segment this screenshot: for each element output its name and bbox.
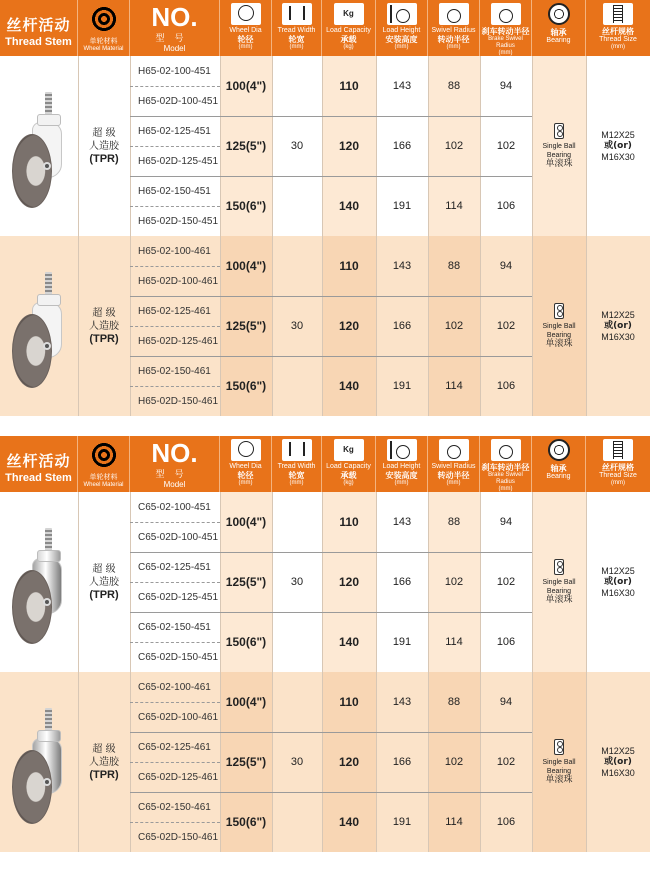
header-wheel-material-cn: 单轮材料 (89, 37, 118, 45)
model-number: H65-02-100-451 (138, 65, 211, 77)
caster-image (12, 272, 72, 392)
model-number: C65-02D-150-451 (138, 651, 219, 663)
model-number: C65-02D-150-461 (138, 831, 219, 843)
header-model (130, 436, 220, 492)
header-model-en: Model (163, 480, 186, 489)
model-number: C65-02-150-451 (138, 621, 211, 633)
brake-swivel-radius: 106 (496, 816, 516, 828)
header-thread-size: 丝杆规格 Thread Size (mm) (586, 0, 650, 56)
load-height: 143 (392, 696, 412, 708)
wheel-material: 超 级 人造胶 (TPR) (89, 743, 119, 781)
wheel-diameter: 125(5") (225, 575, 267, 589)
model-number: C65-02-100-461 (138, 681, 211, 693)
header-title-en: Thread Stem (5, 472, 72, 484)
tread-width-icon (282, 439, 312, 461)
load-height: 191 (392, 816, 412, 828)
thread-size: M12X25 或(or) M16X30 (601, 309, 635, 342)
thread-bolt-icon (603, 3, 633, 25)
wheel-diameter: 100(4") (225, 259, 267, 273)
model-number: H65-02D-100-451 (138, 95, 219, 107)
swivel-radius: 88 (447, 80, 461, 92)
load-capacity: 140 (338, 379, 360, 393)
tread-width: 30 (290, 140, 304, 152)
ball-bearing-icon (554, 303, 564, 319)
brake-swivel-radius: 106 (496, 380, 516, 392)
model-number: C65-02-125-451 (138, 561, 211, 573)
table-header (0, 436, 650, 492)
brake-radius-icon (491, 439, 521, 461)
brake-swivel-radius: 94 (499, 696, 513, 708)
swivel-radius-icon (439, 439, 469, 461)
swivel-radius: 114 (445, 816, 463, 828)
wheel-material: 超 级 人造胶 (TPR) (89, 307, 119, 345)
header-load-height: Load Height 安装高度 (mm) (376, 0, 428, 56)
tread-width-icon (282, 3, 312, 25)
wheel-diameter: 125(5") (225, 139, 267, 153)
model-number: C65-02D-125-461 (138, 771, 219, 783)
brake-swivel-radius: 102 (496, 320, 516, 332)
brake-swivel-radius: 106 (496, 200, 516, 212)
thread-size: M12X25 或(or) M16X30 (601, 129, 635, 162)
model-number: H65-02D-125-461 (138, 335, 219, 347)
wheel-diameter: 150(6") (225, 635, 267, 649)
ball-bearing-icon (554, 123, 564, 139)
header-model (130, 0, 220, 56)
wheel-diameter: 100(4") (225, 79, 267, 93)
load-capacity: 140 (338, 815, 360, 829)
bearing-type: Single Ball Bearing 单滚珠 (532, 492, 586, 672)
header-wheel-material-en: Wheel Material (83, 482, 124, 488)
header-wheel-dia: Wheel Dia 轮径 (mm) (220, 0, 272, 56)
header-title-en: Thread Stem (5, 36, 72, 48)
caster-image (12, 92, 72, 212)
tread-width: 30 (290, 576, 304, 588)
header-title (0, 0, 78, 56)
brake-swivel-radius: 102 (496, 576, 516, 588)
swivel-radius: 102 (444, 140, 464, 152)
header-swivel-radius: Swivel Radius 转动半径 (mm) (428, 0, 480, 56)
load-capacity: 120 (338, 575, 360, 589)
ball-bearing-icon (554, 559, 564, 575)
header-wheel-material-cn: 单轮材料 (89, 473, 118, 481)
model-number: H65-02-150-461 (138, 365, 211, 377)
wheel-diameter: 125(5") (225, 319, 267, 333)
wheel-diameter: 100(4") (225, 515, 267, 529)
target-wheel-icon (89, 440, 119, 470)
load-height-icon (387, 439, 417, 461)
header-bearing: 轴承 Bearing (532, 0, 586, 56)
header-wheel-material (78, 0, 130, 56)
tread-width: 30 (290, 320, 304, 332)
swivel-radius-icon (439, 3, 469, 25)
thread-stem-icon (45, 528, 52, 552)
model-number: H65-02-100-461 (138, 245, 211, 257)
caster-group (0, 236, 650, 416)
swivel-radius: 102 (444, 756, 464, 768)
load-capacity: 140 (338, 635, 360, 649)
target-wheel-icon (89, 4, 119, 34)
header-brake-radius: 刹车转动半径 Brake Swivel Radius (mm) (480, 0, 532, 56)
model-number: C65-02-125-461 (138, 741, 211, 753)
load-height: 191 (392, 636, 412, 648)
model-number: C65-02D-125-451 (138, 591, 219, 603)
load-capacity: 110 (339, 259, 359, 273)
load-height: 143 (392, 260, 412, 272)
header-tread-width: Tread Width 轮宽 (mm) (272, 436, 322, 492)
thread-bolt-icon (603, 439, 633, 461)
brake-radius-icon (491, 3, 521, 25)
bearing-type: Single Ball Bearing 单滚珠 (532, 672, 586, 852)
load-height: 143 (392, 516, 412, 528)
bearing-type: Single Ball Bearing 单滚珠 (532, 56, 586, 236)
bearing-icon (544, 3, 574, 25)
header-bearing: 轴承 Bearing (532, 436, 586, 492)
header-wheel-material-en: Wheel Material (83, 46, 124, 52)
thread-size: M12X25 或(or) M16X30 (601, 565, 635, 598)
wheel-diameter: 125(5") (225, 755, 267, 769)
load-weight-icon: Kg (334, 439, 364, 461)
model-number: C65-02-150-461 (138, 801, 211, 813)
model-number: H65-02-125-451 (138, 125, 211, 137)
load-height: 191 (392, 200, 412, 212)
brake-swivel-radius: 106 (496, 636, 516, 648)
model-number: C65-02-100-451 (138, 501, 211, 513)
header-wheel-material (78, 436, 130, 492)
wheel-diameter-icon (231, 3, 261, 25)
brake-swivel-radius: 102 (496, 140, 516, 152)
caster-group (0, 492, 650, 672)
header-tread-width: Tread Width 轮宽 (mm) (272, 0, 322, 56)
header-title (0, 436, 78, 492)
model-number: H65-02D-150-451 (138, 215, 219, 227)
table-header (0, 0, 650, 56)
swivel-radius: 114 (445, 636, 463, 648)
header-thread-size: 丝杆规格 Thread Size (mm) (586, 436, 650, 492)
caster-image (12, 528, 72, 648)
swivel-radius: 114 (445, 380, 463, 392)
swivel-radius: 88 (447, 516, 461, 528)
caster-group (0, 672, 650, 852)
thread-stem-icon (45, 272, 52, 296)
wheel-material: 超 级 人造胶 (TPR) (89, 127, 119, 165)
model-number: H65-02D-100-461 (138, 275, 219, 287)
header-wheel-dia: Wheel Dia 轮径 (mm) (220, 436, 272, 492)
wheel-diameter: 150(6") (225, 379, 267, 393)
tread-width: 30 (290, 756, 304, 768)
header-title-cn: 丝杆活动 (6, 16, 71, 34)
wheel-diameter: 100(4") (225, 695, 267, 709)
load-capacity: 140 (338, 199, 360, 213)
header-model-en: Model (163, 44, 186, 53)
header-model-big: NO. (151, 438, 198, 468)
header-model-cn: 型号 (155, 470, 194, 480)
header-brake-radius: 刹车转动半径 Brake Swivel Radius (mm) (480, 436, 532, 492)
thread-size: M12X25 或(or) M16X30 (601, 745, 635, 778)
header-model-cn: 型号 (155, 34, 194, 44)
load-capacity: 120 (338, 755, 360, 769)
brake-swivel-radius: 94 (499, 260, 513, 272)
wheel-diameter: 150(6") (225, 815, 267, 829)
caster-group (0, 56, 650, 236)
swivel-radius: 102 (444, 320, 464, 332)
load-height-icon (387, 3, 417, 25)
model-number: C65-02D-100-461 (138, 711, 219, 723)
load-capacity: 120 (338, 319, 360, 333)
model-number: H65-02D-125-451 (138, 155, 219, 167)
header-load-capacity: Kg Load Capacity 承载 (kg) (322, 436, 376, 492)
header-load-height: Load Height 安装高度 (mm) (376, 436, 428, 492)
model-number: H65-02-150-451 (138, 185, 211, 197)
swivel-radius: 88 (447, 696, 461, 708)
thread-stem-icon (45, 708, 52, 732)
bearing-icon (544, 439, 574, 461)
header-swivel-radius: Swivel Radius 转动半径 (mm) (428, 436, 480, 492)
load-capacity: 110 (339, 79, 359, 93)
brake-swivel-radius: 102 (496, 756, 516, 768)
model-number: C65-02D-100-451 (138, 531, 219, 543)
caster-image (12, 708, 72, 828)
header-title-cn: 丝杆活动 (6, 452, 71, 470)
load-height: 166 (392, 140, 412, 152)
swivel-radius: 114 (445, 200, 463, 212)
wheel-material: 超 级 人造胶 (TPR) (89, 563, 119, 601)
model-number: H65-02D-150-461 (138, 395, 219, 407)
load-height: 166 (392, 576, 412, 588)
bearing-type: Single Ball Bearing 单滚珠 (532, 236, 586, 416)
load-capacity: 110 (339, 515, 359, 529)
load-capacity: 120 (338, 139, 360, 153)
caster-table (0, 0, 650, 416)
load-height: 191 (392, 380, 412, 392)
load-height: 143 (392, 80, 412, 92)
ball-bearing-icon (554, 739, 564, 755)
model-number: H65-02-125-461 (138, 305, 211, 317)
swivel-radius: 102 (444, 576, 464, 588)
wheel-diameter: 150(6") (225, 199, 267, 213)
load-weight-icon: Kg (334, 3, 364, 25)
brake-swivel-radius: 94 (499, 516, 513, 528)
thread-stem-icon (45, 92, 52, 116)
brake-swivel-radius: 94 (499, 80, 513, 92)
header-model-big: NO. (151, 2, 198, 32)
header-load-capacity: Kg Load Capacity 承载 (kg) (322, 0, 376, 56)
swivel-radius: 88 (447, 260, 461, 272)
wheel-diameter-icon (231, 439, 261, 461)
load-capacity: 110 (339, 695, 359, 709)
caster-table (0, 436, 650, 852)
load-height: 166 (392, 320, 412, 332)
load-height: 166 (392, 756, 412, 768)
